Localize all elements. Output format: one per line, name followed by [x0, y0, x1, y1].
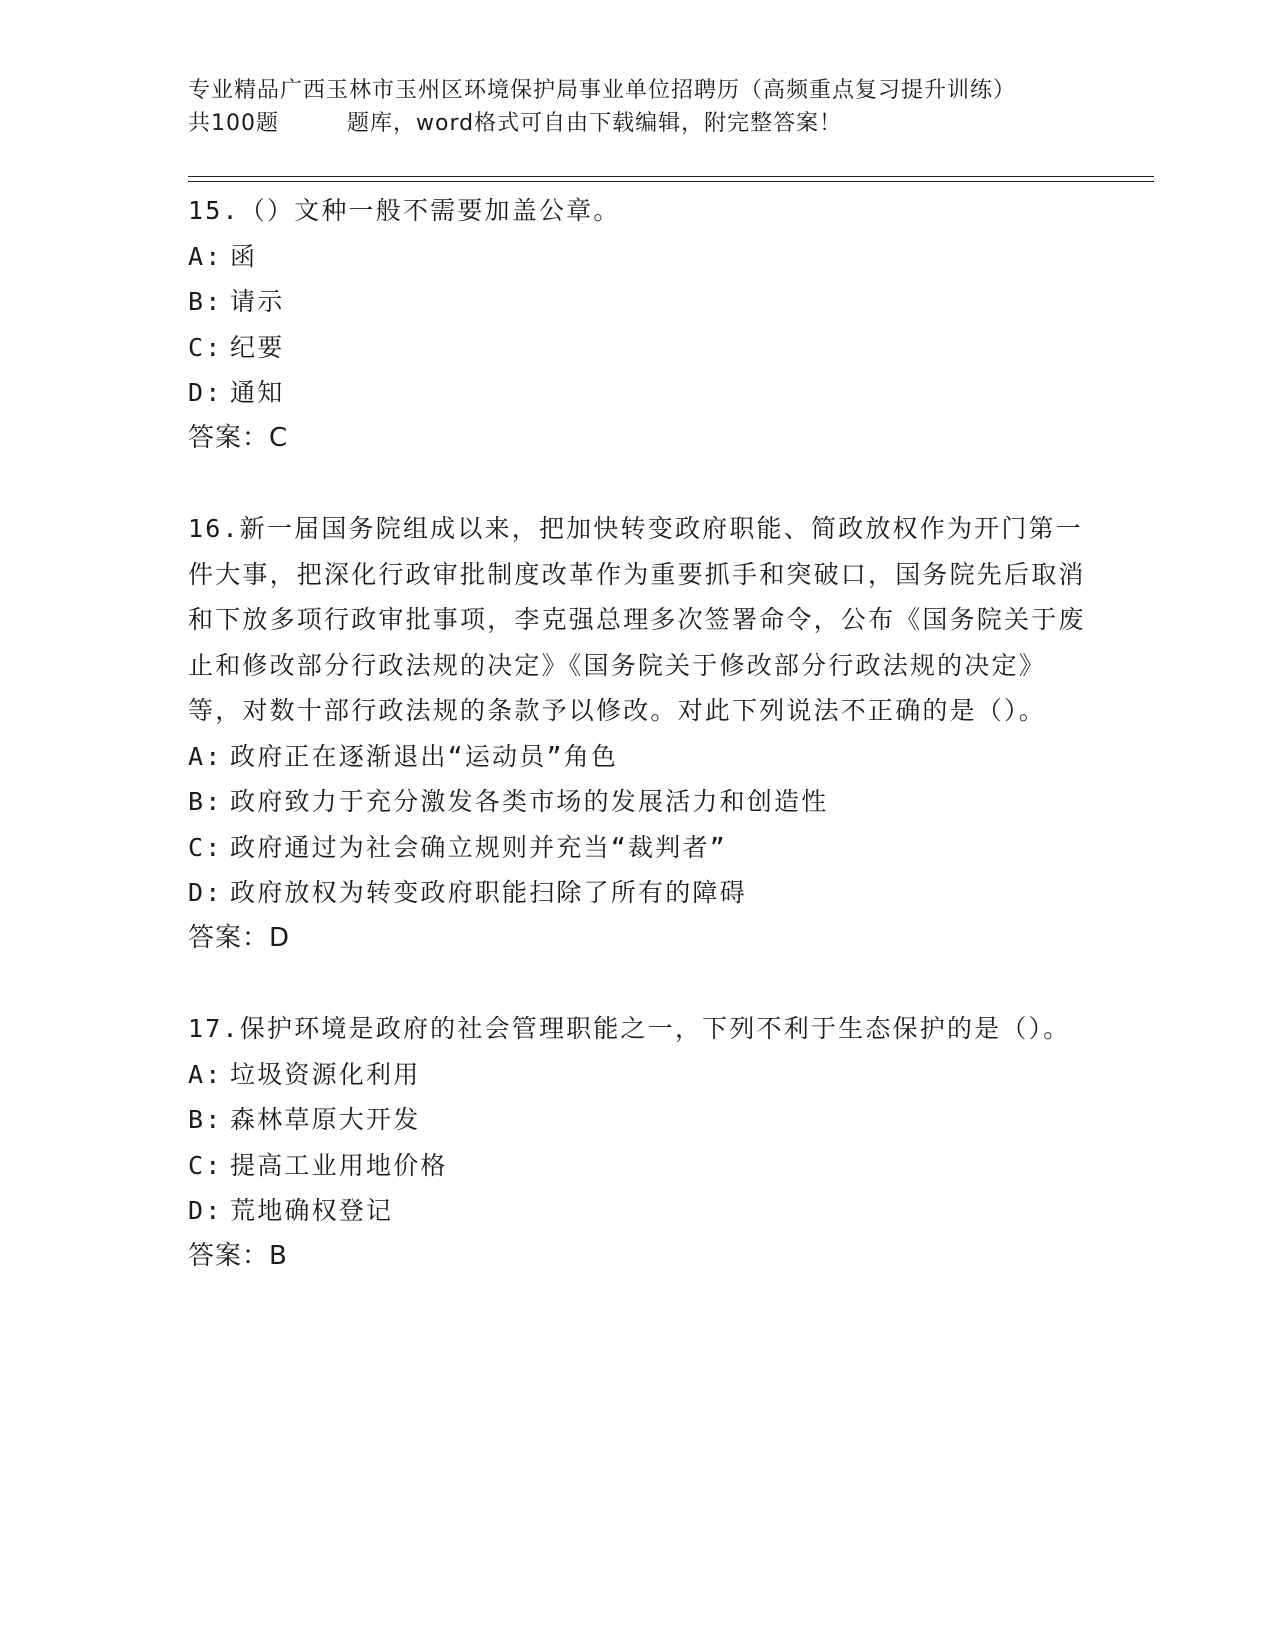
option-text: 通知 [230, 378, 285, 407]
option-text: 政府通过为社会确立规则并充当“裁判者” [230, 832, 727, 862]
option-c [188, 1143, 1088, 1189]
question-item [188, 506, 1088, 961]
question-stem: 15.（）文种一般不需要加盖公章。 [188, 196, 621, 225]
option-key: D: [188, 378, 223, 407]
option-key: B: [188, 787, 223, 816]
option-d [188, 1188, 1088, 1234]
question-list [188, 188, 1088, 1324]
document-header [188, 74, 1088, 140]
question-stem: 16.新一届国务院组成以来，把加快转变政府职能、简政放权作为开门第一件大事，把深化行政审批制度改革作为重要抓手和突破口，国务院先后取消和下放多项行政审批事项，李克强总理多次签署命令，公布《国务院关于废止和修改部分行政法规的决定》《国务院关于修改部分行政法规的决定》等，对数十部行政法规的条款予以修改。对此下列说法不正确的是（）。 [188, 514, 1086, 725]
option-key: B: [188, 1105, 223, 1134]
option-key: A: [188, 1059, 223, 1089]
option-text: 垃圾资源化利用 [230, 1059, 421, 1089]
option-a [188, 1052, 1088, 1098]
option-a [188, 734, 1088, 780]
header-question-count: 共100题 [188, 111, 279, 136]
answer-line: 答案：C [188, 422, 289, 453]
header-title: 专业精品广西玉林市玉州区环境保护局事业单位招聘历（高频重点复习提升训练） [188, 78, 1017, 103]
header-divider-top [188, 176, 1154, 177]
option-d [188, 370, 1088, 416]
option-key: D: [188, 878, 223, 907]
answer-line: 答案：D [188, 922, 291, 953]
option-text: 函 [230, 241, 258, 271]
option-key: C: [188, 332, 223, 362]
option-text: 政府放权为转变政府职能扫除了所有的障碍 [230, 878, 747, 907]
option-b [188, 279, 1088, 325]
option-b [188, 779, 1088, 825]
question-item [188, 1006, 1088, 1279]
option-key: D: [188, 1196, 223, 1225]
option-a [188, 234, 1088, 280]
option-c [188, 825, 1088, 871]
option-key: A: [188, 241, 223, 271]
option-text: 纪要 [230, 332, 285, 362]
option-c [188, 325, 1088, 371]
option-b [188, 1097, 1088, 1143]
question-item [188, 188, 1088, 461]
option-key: C: [188, 832, 223, 862]
option-text: 政府致力于充分激发各类市场的发展活力和创造性 [230, 787, 829, 816]
header-subtitle [188, 107, 1088, 140]
option-text: 荒地确权登记 [230, 1196, 394, 1225]
answer-line: 答案：B [188, 1240, 288, 1271]
option-text: 请示 [230, 287, 285, 316]
question-stem: 17.保护环境是政府的社会管理职能之一，下列不利于生态保护的是（）。 [188, 1014, 1071, 1043]
option-text: 森林草原大开发 [230, 1105, 421, 1134]
option-text: 政府正在逐渐退出“运动员”角色 [230, 741, 619, 771]
option-text: 提高工业用地价格 [230, 1150, 448, 1180]
header-format-note: 题库，word格式可自由下载编辑，附完整答案！ [347, 111, 843, 136]
option-key: B: [188, 287, 223, 316]
header-divider-bottom [188, 181, 1154, 182]
option-d [188, 870, 1088, 916]
option-key: C: [188, 1150, 223, 1180]
option-key: A: [188, 741, 223, 771]
